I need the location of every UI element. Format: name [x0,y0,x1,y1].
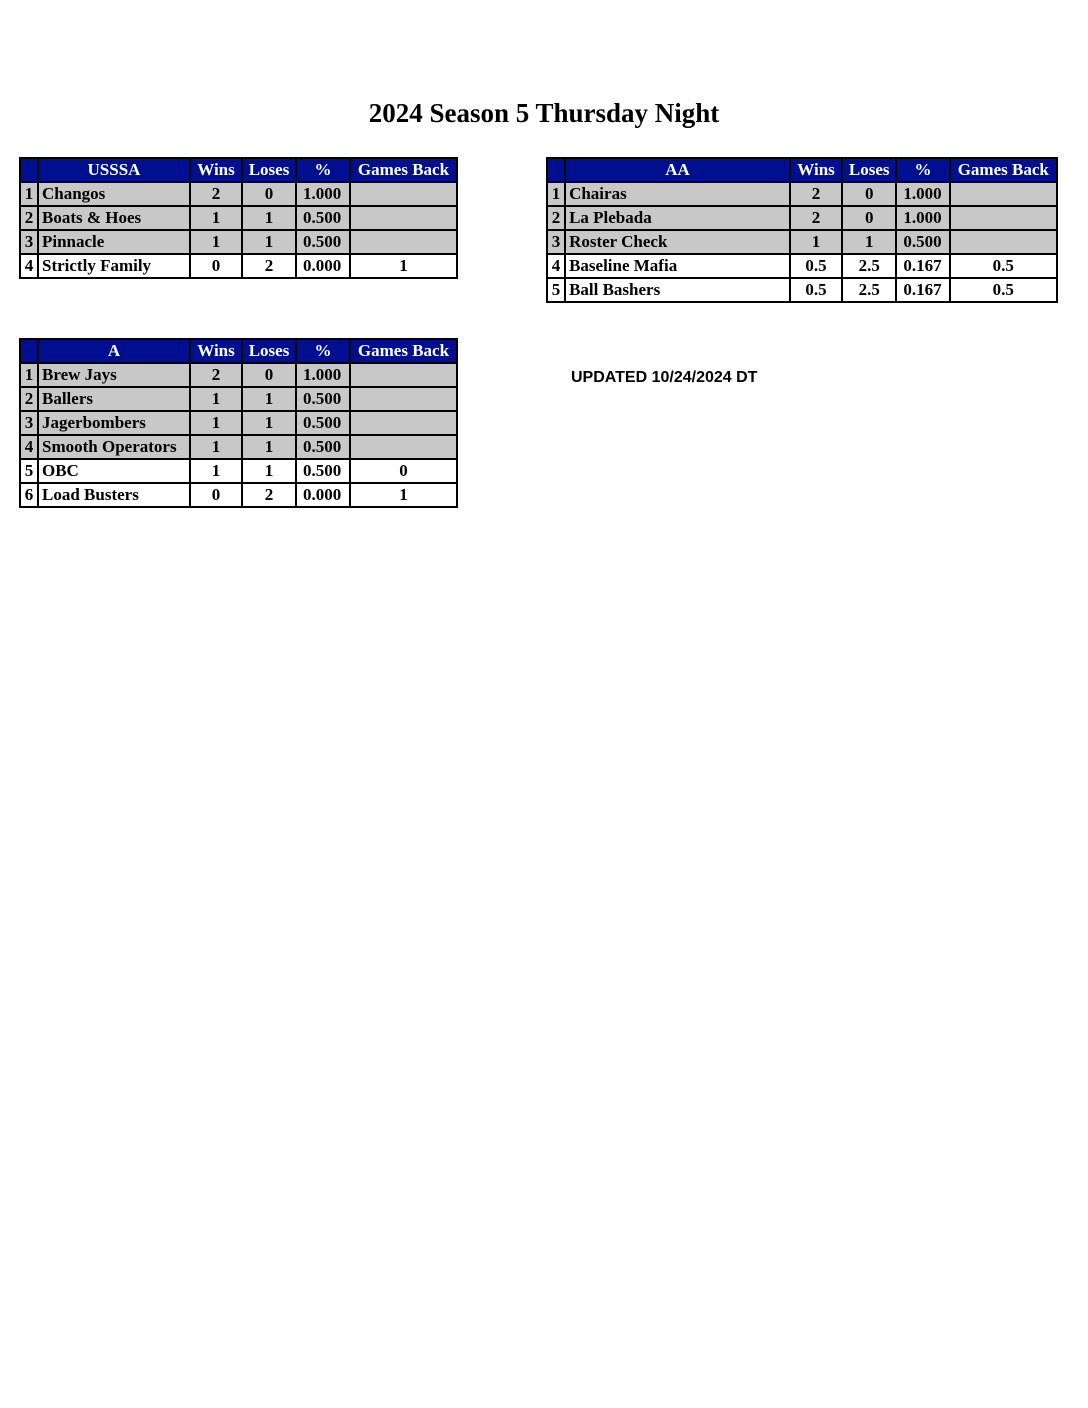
games-back-cell: 0.5 [950,254,1057,278]
a-standings-table [19,338,458,508]
wins-cell: 2 [190,182,242,206]
team-cell: Ballers [38,387,190,411]
rank-cell: 3 [20,411,38,435]
wins-cell: 1 [190,411,242,435]
wins-header: Wins [790,158,842,182]
table-row [20,411,457,435]
games-back-header: Games Back [950,158,1057,182]
loses-cell: 2 [242,483,296,507]
table-header-row [20,158,457,182]
rank-header [20,339,38,363]
rank-cell: 5 [20,459,38,483]
team-cell: Jagerbombers [38,411,190,435]
wins-cell: 1 [190,435,242,459]
wins-cell: 2 [790,206,842,230]
games-back-cell [950,230,1057,254]
aa-standings-table [546,157,1058,303]
wins-cell: 1 [190,459,242,483]
pct-cell: 0.500 [296,459,350,483]
rank-cell: 3 [547,230,565,254]
pct-cell: 0.167 [896,254,949,278]
team-cell: Load Busters [38,483,190,507]
wins-cell: 1 [190,387,242,411]
rank-cell: 2 [547,206,565,230]
rank-cell: 1 [20,363,38,387]
rank-cell: 4 [20,435,38,459]
table-row [20,230,457,254]
games-back-cell [350,387,457,411]
rank-cell: 2 [20,387,38,411]
table-row [547,230,1057,254]
wins-cell: 2 [790,182,842,206]
pct-cell: 0.500 [296,411,350,435]
team-cell: Smooth Operators [38,435,190,459]
loses-cell: 2.5 [842,278,896,302]
rank-cell: 3 [20,230,38,254]
games-back-cell: 1 [350,254,457,278]
rank-header [547,158,565,182]
table-row [20,387,457,411]
games-back-cell [350,435,457,459]
table-row [20,459,457,483]
pct-header: % [896,158,949,182]
wins-cell: 0.5 [790,278,842,302]
team-cell: Roster Check [565,230,790,254]
games-back-header: Games Back [350,158,457,182]
team-cell: Baseline Mafia [565,254,790,278]
team-cell: Brew Jays [38,363,190,387]
table-row [547,206,1057,230]
loses-header: Loses [242,339,296,363]
pct-cell: 0.500 [296,387,350,411]
team-cell: Boats & Hoes [38,206,190,230]
loses-cell: 1 [242,387,296,411]
games-back-cell: 0.5 [950,278,1057,302]
loses-cell: 1 [242,411,296,435]
wins-header: Wins [190,158,242,182]
table-row [20,483,457,507]
pct-cell: 0.000 [296,254,350,278]
usssa-standings-table [19,157,458,279]
games-back-cell [350,206,457,230]
pct-cell: 1.000 [896,182,949,206]
games-back-cell [350,182,457,206]
team-cell: Strictly Family [38,254,190,278]
pct-cell: 1.000 [296,182,350,206]
pct-cell: 0.500 [896,230,949,254]
team-cell: Changos [38,182,190,206]
updated-note: UPDATED 10/24/2024 DT [571,369,758,386]
loses-header: Loses [242,158,296,182]
team-cell: OBC [38,459,190,483]
games-back-cell [950,182,1057,206]
rank-cell: 5 [547,278,565,302]
table-row [20,363,457,387]
table-row [547,182,1057,206]
wins-header: Wins [190,339,242,363]
loses-cell: 1 [242,230,296,254]
rank-header [20,158,38,182]
pct-cell: 1.000 [296,363,350,387]
pct-cell: 1.000 [896,206,949,230]
wins-cell: 0 [190,254,242,278]
games-back-cell [950,206,1057,230]
wins-cell: 1 [190,206,242,230]
pct-cell: 0.000 [296,483,350,507]
table-row [20,182,457,206]
rank-cell: 1 [20,182,38,206]
loses-cell: 2 [242,254,296,278]
rank-cell: 4 [20,254,38,278]
loses-cell: 0 [842,182,896,206]
wins-cell: 0 [190,483,242,507]
loses-cell: 0 [842,206,896,230]
table-header-row [547,158,1057,182]
pct-cell: 0.500 [296,206,350,230]
table-row [20,435,457,459]
wins-cell: 1 [190,230,242,254]
games-back-cell: 0 [350,459,457,483]
loses-cell: 2.5 [842,254,896,278]
loses-cell: 0 [242,182,296,206]
games-back-cell [350,230,457,254]
wins-cell: 2 [190,363,242,387]
table-row [20,206,457,230]
table-header-row [20,339,457,363]
loses-header: Loses [842,158,896,182]
loses-cell: 0 [242,363,296,387]
rank-cell: 6 [20,483,38,507]
games-back-header: Games Back [350,339,457,363]
wins-cell: 0.5 [790,254,842,278]
games-back-cell [350,363,457,387]
pct-header: % [296,339,350,363]
table-row [20,254,457,278]
pct-cell: 0.167 [896,278,949,302]
pct-cell: 0.500 [296,230,350,254]
games-back-cell: 1 [350,483,457,507]
team-cell: Chairas [565,182,790,206]
games-back-cell [350,411,457,435]
loses-cell: 1 [242,435,296,459]
division-header: AA [565,158,790,182]
division-header: USSSA [38,158,190,182]
rank-cell: 2 [20,206,38,230]
division-header: A [38,339,190,363]
team-cell: La Plebada [565,206,790,230]
pct-header: % [296,158,350,182]
pct-cell: 0.500 [296,435,350,459]
rank-cell: 4 [547,254,565,278]
wins-cell: 1 [790,230,842,254]
loses-cell: 1 [242,206,296,230]
table-row [547,254,1057,278]
page-title: 2024 Season 5 Thursday Night [368,98,720,128]
team-cell: Pinnacle [38,230,190,254]
loses-cell: 1 [242,459,296,483]
rank-cell: 1 [547,182,565,206]
table-row [547,278,1057,302]
loses-cell: 1 [842,230,896,254]
team-cell: Ball Bashers [565,278,790,302]
